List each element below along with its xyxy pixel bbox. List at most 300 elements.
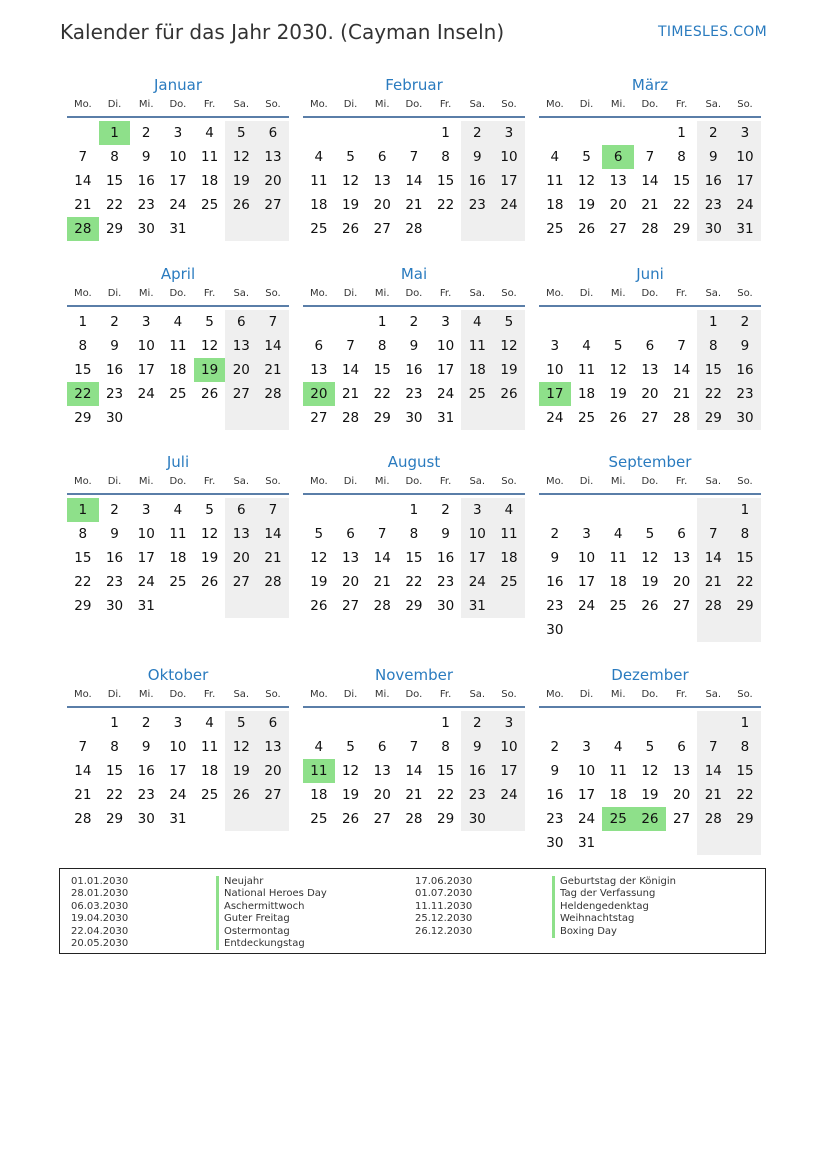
day-cell: 19 [609, 386, 627, 402]
day-cell: 27 [373, 811, 391, 827]
empty-cell [130, 406, 162, 430]
day-cell: 21 [341, 386, 360, 402]
day-cell: 23 [729, 382, 761, 406]
legend-dates-left [71, 876, 128, 950]
weekday-label: Do. [641, 99, 659, 110]
day-cell: 2 [110, 314, 119, 330]
day-cell: 11 [577, 362, 596, 378]
day-cell: 24 [137, 574, 155, 590]
day-cell: 22 [105, 787, 124, 803]
day-cell: 24 [137, 386, 155, 402]
day-cell: 25 [169, 574, 187, 590]
legend-holiday-name: Guter Freitag [216, 913, 327, 925]
weekday-label: Fr. [203, 99, 216, 110]
day-cell: 11 [310, 173, 328, 189]
month-name: August [387, 453, 441, 471]
day-cell: 8 [441, 739, 450, 755]
day-cell: 9 [441, 526, 450, 542]
weekday-label: Do. [405, 689, 423, 700]
weekday-label: Sa. [469, 689, 486, 700]
day-grid [67, 498, 289, 618]
weekday-header [303, 287, 525, 307]
month-mai [303, 261, 525, 430]
day-cell: 20 [641, 386, 659, 402]
weekday-label: Mi. [138, 476, 154, 487]
day-cell: 11 [546, 173, 564, 189]
day-cell: 14 [697, 759, 729, 783]
day-cell: 16 [137, 173, 155, 189]
day-cell: 25 [169, 386, 187, 402]
legend-date: 19.04.2030 [71, 913, 129, 925]
day-cell: 5 [205, 314, 214, 330]
day-cell: 21 [405, 197, 423, 213]
day-cell: 23 [546, 598, 564, 614]
day-cell: 4 [613, 526, 623, 542]
day-cell: 3 [441, 314, 450, 330]
weekday-label: Do. [169, 476, 187, 487]
empty-cell [303, 121, 335, 145]
weekday-label: Mo. [545, 476, 564, 487]
day-cell: 27 [310, 410, 328, 426]
weekday-label: Do. [405, 476, 423, 487]
day-cell: 27 [609, 221, 627, 237]
day-cell: 30 [461, 807, 493, 831]
day-cell: 1 [677, 125, 686, 141]
day-cell: 15 [105, 173, 124, 189]
day-cell: 26 [577, 221, 596, 237]
day-cell: 28 [257, 570, 289, 594]
legend-date: 17.06.2030 [415, 876, 473, 887]
weekday-label: Di. [579, 689, 594, 700]
empty-cell [398, 711, 430, 735]
day-cell: 9 [697, 145, 729, 169]
day-cell: 16 [405, 362, 423, 378]
weekday-label: Mo. [73, 476, 92, 487]
legend-holiday-name: Tag der Verfassung [552, 888, 676, 900]
weekday-header [67, 287, 289, 307]
day-cell: 21 [74, 197, 92, 213]
day-cell: 1 [729, 711, 761, 735]
day-cell: 1 [697, 310, 729, 334]
empty-cell [729, 618, 761, 642]
day-cell: 29 [74, 598, 92, 614]
empty-cell [162, 594, 194, 618]
month-november [303, 662, 525, 831]
day-cell: 25 [201, 197, 219, 213]
day-cell: 11 [169, 526, 187, 542]
day-cell: 9 [409, 338, 419, 354]
day-cell: 10 [137, 338, 155, 354]
weekday-label: Do. [405, 288, 423, 299]
empty-cell [67, 711, 99, 735]
weekday-label: Do. [405, 99, 423, 110]
day-cell: 20 [373, 787, 391, 803]
page-title: Kalender für das Jahr 2030. (Cayman Inseln) [60, 20, 505, 44]
day-cell: 5 [613, 338, 623, 354]
day-grid [303, 310, 525, 430]
day-cell: 23 [105, 574, 124, 590]
holiday-day-cell: 28 [67, 217, 99, 241]
day-cell: 30 [437, 598, 455, 614]
empty-cell [257, 594, 289, 618]
weekday-label: So. [737, 288, 753, 299]
legend-holiday-name: Weihnachtstag [552, 913, 676, 925]
empty-cell [162, 406, 194, 430]
day-cell: 13 [609, 173, 627, 189]
weekday-header [303, 475, 525, 495]
weekday-label: So. [501, 689, 517, 700]
empty-cell [225, 594, 257, 618]
day-cell: 23 [546, 811, 564, 827]
day-grid [67, 711, 289, 831]
day-cell: 14 [257, 334, 289, 358]
empty-cell [666, 310, 698, 334]
day-cell: 2 [409, 314, 419, 330]
day-cell: 1 [729, 498, 761, 522]
weekday-label: Sa. [233, 476, 250, 487]
legend-date: 06.03.2030 [71, 900, 129, 912]
day-cell: 18 [609, 574, 627, 590]
day-cell: 17 [577, 574, 596, 590]
day-cell: 20 [373, 197, 391, 213]
month-name: Oktober [147, 666, 209, 684]
day-cell: 28 [673, 410, 691, 426]
weekday-label: Fr. [203, 288, 216, 299]
empty-cell [303, 711, 335, 735]
day-cell: 6 [677, 526, 686, 542]
empty-cell [571, 310, 603, 334]
empty-cell [666, 618, 698, 642]
day-cell: 6 [225, 498, 257, 522]
day-cell: 27 [341, 598, 360, 614]
day-cell: 24 [169, 197, 187, 213]
day-cell: 26 [609, 410, 627, 426]
empty-cell [366, 711, 398, 735]
empty-cell [366, 121, 398, 145]
day-cell: 12 [225, 735, 257, 759]
empty-cell [194, 807, 226, 831]
holiday-day-cell: 22 [67, 382, 99, 406]
day-cell: 12 [201, 526, 219, 542]
day-cell: 19 [341, 197, 360, 213]
weekday-label: Sa. [233, 689, 250, 700]
month-juli [67, 449, 289, 618]
day-cell: 24 [169, 787, 187, 803]
empty-cell [430, 217, 462, 241]
day-grid [539, 711, 761, 855]
empty-cell [257, 807, 289, 831]
day-cell: 5 [346, 149, 355, 165]
day-cell: 29 [673, 221, 691, 237]
weekday-header [539, 98, 761, 118]
empty-cell [257, 217, 289, 241]
day-cell: 15 [673, 173, 691, 189]
day-cell: 17 [137, 550, 155, 566]
day-cell: 5 [225, 121, 257, 145]
legend-date: 22.04.2030 [71, 925, 129, 937]
weekday-label: Mi. [374, 689, 390, 700]
legend-holiday-name: Entdeckungstag [216, 938, 327, 950]
day-cell: 26 [201, 386, 219, 402]
legend-holiday-name: Ostermontag [216, 926, 327, 938]
day-cell: 8 [729, 522, 761, 546]
weekday-label: Sa. [469, 476, 486, 487]
day-cell: 1 [441, 715, 450, 731]
weekday-label: So. [737, 689, 753, 700]
day-cell: 12 [493, 334, 525, 358]
empty-cell [571, 618, 603, 642]
day-cell: 4 [173, 314, 183, 330]
day-cell: 30 [137, 221, 155, 237]
day-cell: 8 [677, 149, 686, 165]
day-cell: 13 [641, 362, 659, 378]
day-cell: 2 [110, 502, 119, 518]
day-cell: 13 [673, 763, 691, 779]
legend-holiday-name: Geburtstag der Königin [552, 876, 676, 888]
day-cell: 7 [78, 149, 88, 165]
holiday-day-cell: 19 [194, 358, 226, 382]
day-cell: 10 [729, 145, 761, 169]
day-cell: 29 [74, 410, 92, 426]
day-cell: 4 [613, 739, 623, 755]
weekday-label: Mi. [138, 288, 154, 299]
day-cell: 9 [461, 145, 493, 169]
day-cell: 10 [493, 735, 525, 759]
day-cell: 9 [141, 739, 151, 755]
day-cell: 20 [609, 197, 627, 213]
day-cell: 14 [697, 546, 729, 570]
day-cell: 15 [729, 759, 761, 783]
day-cell: 21 [257, 358, 289, 382]
weekday-label: Di. [343, 689, 358, 700]
empty-cell [634, 831, 666, 855]
weekday-label: Do. [169, 689, 187, 700]
month-februar [303, 72, 525, 241]
day-cell: 19 [201, 550, 219, 566]
empty-cell [539, 121, 571, 145]
day-cell: 11 [609, 763, 627, 779]
day-cell: 18 [310, 197, 328, 213]
day-cell: 26 [641, 598, 659, 614]
brand-link[interactable]: TIMESLES.COM [658, 24, 767, 40]
day-cell: 30 [105, 598, 124, 614]
empty-cell [571, 121, 603, 145]
day-cell: 7 [78, 739, 88, 755]
legend-date: 01.07.2030 [415, 888, 473, 900]
day-cell: 17 [493, 169, 525, 193]
day-cell: 13 [257, 145, 289, 169]
weekday-label: Mo. [309, 99, 328, 110]
month-name: Januar [154, 76, 202, 94]
day-cell: 3 [141, 314, 151, 330]
day-cell: 1 [110, 715, 119, 731]
day-cell: 4 [314, 739, 324, 755]
day-cell: 11 [461, 334, 493, 358]
day-cell: 2 [461, 121, 493, 145]
weekday-label: Mo. [73, 689, 92, 700]
empty-cell [602, 618, 634, 642]
empty-cell [366, 498, 398, 522]
holiday-day-cell: 25 [602, 807, 634, 831]
weekday-header [67, 475, 289, 495]
day-cell: 21 [673, 386, 691, 402]
day-cell: 28 [697, 807, 729, 831]
day-cell: 10 [169, 149, 187, 165]
empty-cell [194, 594, 226, 618]
day-cell: 6 [346, 526, 355, 542]
day-cell: 22 [105, 197, 124, 213]
day-cell: 14 [373, 550, 391, 566]
day-cell: 10 [437, 338, 455, 354]
day-cell: 22 [437, 787, 455, 803]
weekday-header [67, 688, 289, 708]
day-cell: 29 [105, 221, 124, 237]
weekday-label: Di. [107, 288, 122, 299]
day-cell: 11 [493, 522, 525, 546]
day-grid [303, 121, 525, 241]
weekday-label: Di. [343, 288, 358, 299]
day-cell: 3 [461, 498, 493, 522]
holiday-day-cell: 17 [539, 382, 571, 406]
day-cell: 8 [409, 526, 419, 542]
weekday-label: Sa. [469, 288, 486, 299]
day-cell: 2 [729, 310, 761, 334]
day-cell: 25 [609, 598, 627, 614]
day-cell: 12 [341, 173, 360, 189]
day-cell: 17 [577, 787, 596, 803]
day-cell: 19 [641, 787, 659, 803]
weekday-label: So. [265, 476, 281, 487]
day-cell: 7 [697, 735, 729, 759]
month-name: Juni [636, 265, 664, 283]
day-cell: 3 [582, 526, 591, 542]
day-cell: 31 [461, 594, 493, 618]
day-cell: 8 [78, 338, 88, 354]
empty-cell [493, 406, 525, 430]
day-cell: 10 [546, 362, 564, 378]
day-cell: 8 [110, 739, 119, 755]
day-grid [539, 121, 761, 241]
weekday-label: Fr. [203, 689, 216, 700]
day-cell: 4 [205, 125, 214, 141]
day-cell: 13 [341, 550, 360, 566]
day-cell: 4 [493, 498, 525, 522]
day-cell: 12 [577, 173, 596, 189]
day-cell: 26 [201, 574, 219, 590]
day-cell: 5 [314, 526, 324, 542]
day-cell: 19 [641, 574, 659, 590]
day-cell: 30 [137, 811, 155, 827]
day-cell: 24 [493, 193, 525, 217]
day-cell: 20 [341, 574, 360, 590]
empty-cell [225, 406, 257, 430]
day-cell: 9 [550, 763, 560, 779]
weekday-label: Do. [641, 288, 659, 299]
holiday-day-cell: 1 [99, 121, 131, 145]
day-cell: 27 [641, 410, 659, 426]
day-cell: 10 [577, 550, 596, 566]
empty-cell [634, 618, 666, 642]
weekday-label: Mi. [374, 99, 390, 110]
day-cell: 24 [461, 570, 493, 594]
day-cell: 22 [437, 197, 455, 213]
day-cell: 22 [405, 574, 423, 590]
day-cell: 25 [310, 221, 328, 237]
weekday-label: Sa. [705, 288, 722, 299]
empty-cell [634, 498, 666, 522]
weekday-label: Fr. [203, 476, 216, 487]
day-cell: 16 [105, 550, 124, 566]
day-cell: 23 [437, 574, 455, 590]
day-cell: 5 [645, 739, 655, 755]
day-cell: 20 [257, 169, 289, 193]
weekday-label: Fr. [675, 288, 688, 299]
weekday-label: So. [737, 476, 753, 487]
legend-names-left [216, 876, 327, 950]
weekday-label: Mo. [545, 99, 564, 110]
day-cell: 29 [697, 406, 729, 430]
day-cell: 18 [546, 197, 564, 213]
day-cell: 27 [673, 811, 691, 827]
weekday-label: Fr. [675, 476, 688, 487]
weekday-label: Mi. [374, 476, 390, 487]
day-cell: 19 [577, 197, 596, 213]
weekday-label: Mi. [610, 476, 626, 487]
weekday-label: Di. [579, 99, 594, 110]
holiday-day-cell: 1 [67, 498, 99, 522]
day-cell: 8 [110, 149, 119, 165]
empty-cell [697, 711, 729, 735]
weekday-label: Mi. [138, 689, 154, 700]
day-cell: 18 [201, 173, 219, 189]
day-cell: 21 [405, 787, 423, 803]
day-cell: 21 [641, 197, 659, 213]
day-cell: 16 [729, 358, 761, 382]
day-cell: 4 [314, 149, 324, 165]
day-cell: 2 [141, 125, 151, 141]
weekday-header [539, 688, 761, 708]
legend-holiday-name: Neujahr [216, 876, 327, 888]
day-cell: 7 [257, 498, 289, 522]
day-cell: 17 [729, 169, 761, 193]
day-cell: 8 [78, 526, 88, 542]
day-cell: 2 [141, 715, 151, 731]
weekday-label: So. [501, 288, 517, 299]
day-cell: 18 [201, 763, 219, 779]
weekday-label: Fr. [439, 476, 452, 487]
weekday-label: Mi. [138, 99, 154, 110]
day-cell: 4 [205, 715, 214, 731]
day-cell: 14 [257, 522, 289, 546]
weekday-label: Mi. [610, 288, 626, 299]
day-cell: 14 [74, 173, 92, 189]
day-cell: 6 [677, 739, 686, 755]
empty-cell [493, 217, 525, 241]
legend-date: 20.05.2030 [71, 937, 129, 949]
day-cell: 22 [697, 382, 729, 406]
day-cell: 27 [257, 783, 289, 807]
legend-holiday-name: Aschermittwoch [216, 901, 327, 913]
weekday-label: Mi. [610, 99, 626, 110]
day-cell: 28 [405, 811, 423, 827]
day-cell: 15 [437, 173, 455, 189]
day-cell: 16 [461, 169, 493, 193]
weekday-label: Do. [641, 689, 659, 700]
day-cell: 12 [341, 763, 360, 779]
day-cell: 24 [546, 410, 564, 426]
day-cell: 18 [169, 550, 187, 566]
day-grid [539, 498, 761, 642]
